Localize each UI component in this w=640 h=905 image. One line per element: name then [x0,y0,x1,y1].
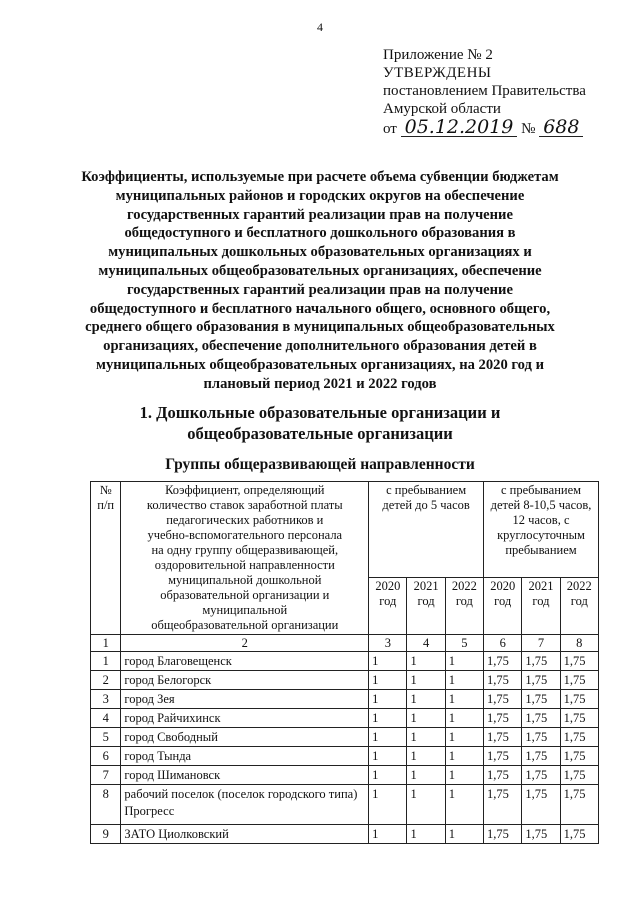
header-year: 2020 год [369,578,407,635]
header-coefficient-line: учебно-вспомогательного персонала [147,528,343,542]
title-line: муниципальных районов и городских округов на обеспечение [115,187,525,204]
value-cell: 1,75 [522,671,560,690]
header-number: № п/п [91,482,121,635]
value-cell: 1,75 [484,785,522,825]
value-cell: 1 [369,728,407,747]
value-cell: 1 [369,709,407,728]
value-cell: 1 [445,652,483,671]
table-row [91,747,599,766]
table-row [91,690,599,709]
title-line: среднего общего образования в муниципальных общеобразовательных [85,319,555,336]
appendix-label: Приложение № 2 [383,47,493,63]
title-line: муниципальных дошкольных образовательных организациях и [108,244,532,261]
value-cell: 1 [407,747,445,766]
value-cell: 1,75 [560,766,598,785]
value-cell: 1,75 [484,709,522,728]
header-coefficient-line: образовательной организации и [160,588,330,602]
column-index: 1 [91,635,121,652]
value-cell: 1 [445,709,483,728]
header-coefficient-line: муниципальной [202,603,288,617]
value-cell: 1 [445,690,483,709]
column-index-row [91,635,599,652]
value-cell: 1,75 [560,709,598,728]
approval-date: 05.12.2019 [401,118,518,137]
row-number: 7 [91,766,121,785]
value-cell: 1 [407,766,445,785]
municipality-name: рабочий поселок (поселок городского типа) Прогресс [121,785,369,825]
header-coefficient-line: количество ставок заработной платы [146,498,343,512]
table-header-row [91,482,599,578]
header-coefficient-line: Коэффициент, определяющий [165,483,325,497]
table-row [91,709,599,728]
title-line: общедоступного и бесплатного начального общего, основного общего, [89,300,551,317]
row-number: 9 [91,825,121,844]
header-year: 2022 год [445,578,483,635]
value-cell: 1 [407,785,445,825]
value-cell: 1,75 [484,690,522,709]
title-line: общедоступного и бесплатного дошкольного образования в [124,225,516,242]
header-coefficient-line: общеобразовательной организации [151,618,339,632]
approved-region: Амурской области [383,101,501,117]
title-line: муниципальных общеобразовательных организациях, обеспечение [98,262,542,279]
column-index: 5 [445,635,483,652]
header-stay-up-to-5h: с пребыванием детей до 5 часов [369,482,484,578]
value-cell: 1 [445,747,483,766]
row-number: 4 [91,709,121,728]
value-cell: 1 [407,709,445,728]
value-cell: 1,75 [522,825,560,844]
table-row [91,825,599,844]
row-number: 1 [91,652,121,671]
value-cell: 1,75 [560,671,598,690]
municipality-name: город Зея [121,690,369,709]
value-cell: 1 [445,728,483,747]
header-year: 2020 год [484,578,522,635]
row-number: 5 [91,728,121,747]
approval-details [383,118,586,138]
table-row [91,728,599,747]
header-coefficient-line: муниципальной дошкольной [168,573,322,587]
value-cell: 1 [407,825,445,844]
value-cell: 1,75 [484,652,522,671]
value-cell: 1 [445,785,483,825]
value-cell: 1 [445,766,483,785]
municipality-name: город Свободный [121,728,369,747]
value-cell: 1,75 [522,690,560,709]
section-title [100,402,540,444]
row-number: 8 [91,785,121,825]
value-cell: 1,75 [522,652,560,671]
table-row [91,785,599,825]
value-cell: 1 [369,671,407,690]
table-row [91,652,599,671]
municipality-name: город Шимановск [121,766,369,785]
table-row [91,766,599,785]
value-cell: 1,75 [522,766,560,785]
municipality-name: ЗАТО Циолковский [121,825,369,844]
column-index: 7 [522,635,560,652]
approval-number: 688 [539,118,583,137]
value-cell: 1,75 [522,728,560,747]
title-line: плановый период 2021 и 2022 годов [203,375,437,392]
value-cell: 1 [369,785,407,825]
value-cell: 1 [369,690,407,709]
page-number: 4 [317,20,323,34]
value-cell: 1 [445,671,483,690]
column-index: 8 [560,635,598,652]
row-number: 3 [91,690,121,709]
value-cell: 1,75 [484,747,522,766]
value-cell: 1 [407,652,445,671]
row-number: 2 [91,671,121,690]
value-cell: 1,75 [484,671,522,690]
value-cell: 1 [369,652,407,671]
table-caption: Группы общеразвивающей направленности [165,456,475,473]
value-cell: 1,75 [484,825,522,844]
header-year: 2021 год [407,578,445,635]
value-cell: 1,75 [560,728,598,747]
header-coefficient-line: педагогических работников и [166,513,324,527]
title-line: организациях, обеспечение дополнительного образования детей в [103,338,537,355]
value-cell: 1,75 [560,825,598,844]
column-index: 3 [369,635,407,652]
value-cell: 1,75 [522,747,560,766]
approved-label: УТВЕРЖДЕНЫ [383,65,492,81]
value-cell: 1 [369,747,407,766]
column-index: 6 [484,635,522,652]
approved-by: постановлением Правительства [383,83,586,99]
header-stay-8-12h: с пребыванием детей 8-10,5 часов, 12 часов, с круглосуточным пребыванием [484,482,599,578]
value-cell: 1 [407,690,445,709]
column-index: 4 [407,635,445,652]
municipality-name: город Райчихинск [121,709,369,728]
section-title-line: общеобразовательные организации [187,424,453,443]
title-line: государственных гарантий реализации прав на получение [127,281,513,298]
header-coefficient [121,482,369,635]
value-cell: 1 [407,728,445,747]
column-index: 2 [121,635,369,652]
row-number: 6 [91,747,121,766]
header-year: 2021 год [522,578,560,635]
value-cell: 1 [369,766,407,785]
value-cell: 1,75 [560,747,598,766]
document-title [70,168,570,394]
appendix-block [383,46,586,138]
value-cell: 1 [407,671,445,690]
header-year: 2022 год [560,578,598,635]
value-cell: 1,75 [560,652,598,671]
value-cell: 1 [445,825,483,844]
value-cell: 1 [369,825,407,844]
value-cell: 1,75 [484,728,522,747]
title-line: муниципальных общеобразовательных организациях, на 2020 год и [96,356,544,373]
title-line: Коэффициенты, используемые при расчете объема субвенции бюджетам [81,169,559,185]
value-cell: 1,75 [560,690,598,709]
value-cell: 1,75 [522,785,560,825]
title-line: государственных гарантий реализации прав на получение [127,206,513,223]
header-coefficient-line: на одну группу общеразвивающей, [151,543,339,557]
section-title-line: 1. Дошкольные образовательные организации и [139,403,501,422]
value-cell: 1,75 [484,766,522,785]
table-row [91,671,599,690]
header-coefficient-line: оздоровительной направленности [154,558,335,572]
from-label: от [383,121,397,137]
number-label: № [521,121,536,137]
municipality-name: город Тында [121,747,369,766]
coefficients-table [90,481,599,844]
value-cell: 1,75 [522,709,560,728]
municipality-name: город Белогорск [121,671,369,690]
municipality-name: город Благовещенск [121,652,369,671]
value-cell: 1,75 [560,785,598,825]
